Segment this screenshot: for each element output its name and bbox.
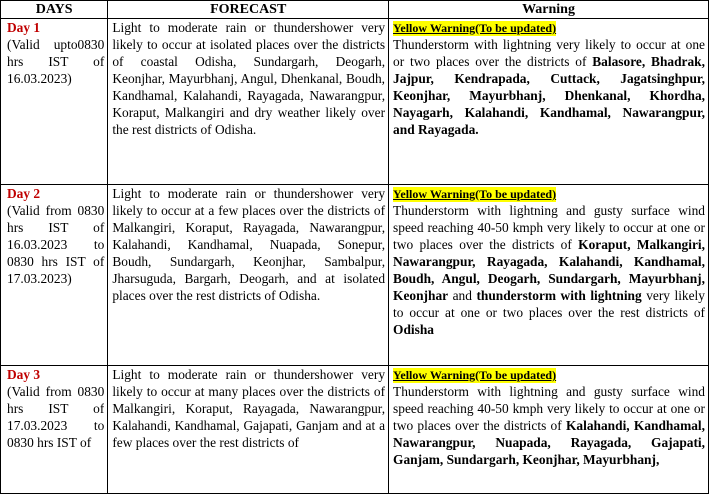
yellow-warning-badge: Yellow Warning(To be updated): [393, 368, 557, 382]
day-cell: [1, 19, 108, 185]
day-cell: [1, 185, 108, 366]
yellow-warning-badge: Yellow Warning(To be updated): [393, 187, 557, 201]
warning-extra: very likely to occur at one or two places over the rest districts of: [393, 288, 705, 320]
validity-text: (Valid from 0830 hrs IST of 16.03.2023 to 0830 hrs IST of 17.03.2023): [7, 203, 105, 286]
forecast-cell: Light to moderate rain or thundershower very likely to occur at isolated places over the districts of coastal Odisha, Sundargarh, Deogarh, Keonjhar, Mayurbhanj, Angul, Dhenkanal, Boudh, Kandhamal, Kalahandi, Rayagada, Nawarangpur, Koraput, Malkangiri and dry weather likely over the rest districts of Odisha.: [108, 19, 389, 185]
warning-districts: Balasore, Bhadrak, Jajpur, Kendrapada, Cuttack, Jagatsinghpur, Keonjhar, Mayurbhanj, Dhenkanal, Khordha, Nayagarh, Kalahandi, Kandhamal, Nawarangpur, and Rayagada.: [393, 54, 705, 137]
warning-cell: [389, 185, 709, 366]
warning-text: Thunderstorm with lightning and gusty surface wind speed reaching 40-50 kmph very likely to occur at one or two places over the districts of: [393, 384, 705, 433]
day-label: Day 1: [7, 20, 41, 35]
day-cell: [1, 366, 108, 494]
header-warning: Warning: [389, 1, 709, 19]
warning-cell-inner: [393, 366, 705, 492]
forecast-cell: [108, 366, 389, 494]
warning-end: Odisha: [393, 322, 434, 337]
day-label: Day 3: [7, 367, 41, 382]
warning-text: Thunderstorm with lightning very likely to occur at one or two places over the districts of: [393, 37, 705, 69]
forecast-cell: Light to moderate rain or thundershower very likely to occur at a few places over the districts of Malkangiri, Koraput, Rayagada, Nawarangpur, Kalahandi, Kandhamal, Nuapada, Sonepur, Boudh, Sundargarh, Keonjhar, Sambalpur, Jharsuguda, Bargarh, Deogarh, and at isolated places over the rest districts of Odisha.: [108, 185, 389, 366]
table-row: [1, 366, 709, 494]
table-row: [1, 185, 709, 366]
day-cell-inner: [7, 366, 104, 492]
warning-cell: [389, 19, 709, 185]
validity-text: (Valid from 0830 hrs IST of 17.03.2023 to 0830 hrs IST of: [7, 384, 105, 450]
day-label: Day 2: [7, 186, 41, 201]
warning-text: Thunderstorm with lightning and gusty surface wind speed reaching 40-50 kmph very likely to occur at one or two places over the districts of: [393, 203, 705, 252]
table-row: [1, 19, 709, 185]
warning-and: and: [452, 288, 472, 303]
warning-cell: [389, 366, 709, 494]
validity-text: (Valid upto0830 hrs IST of 16.03.2023): [7, 37, 105, 86]
forecast-text: Light to moderate rain or thundershower very likely to occur at many places over the districts of Malkangiri, Koraput, Rayagada, Nawarangpur, Kalahandi, Kandhamal, Gajapati, Ganjam and at a few places over the rest districts of: [112, 367, 386, 450]
yellow-warning-badge: Yellow Warning(To be updated): [393, 21, 557, 35]
header-row: [1, 1, 709, 19]
warning-extra-bold: thunderstorm with lightning: [476, 288, 642, 303]
header-forecast: FORECAST: [108, 1, 389, 19]
warning-districts: Kalahandi, Kandhamal, Nawarangpur, Nuapada, Rayagada, Gajapati, Ganjam, Sundargarh, Keonjhar, Mayurbhanj,: [393, 418, 705, 467]
header-days: DAYS: [1, 1, 108, 19]
warning-districts: Koraput, Malkangiri, Nawarangpur, Rayagada, Kalahandi, Kandhamal, Boudh, Angul, Deogarh, Sundargarh, Mayurbhanj, Keonjhar: [393, 237, 705, 303]
